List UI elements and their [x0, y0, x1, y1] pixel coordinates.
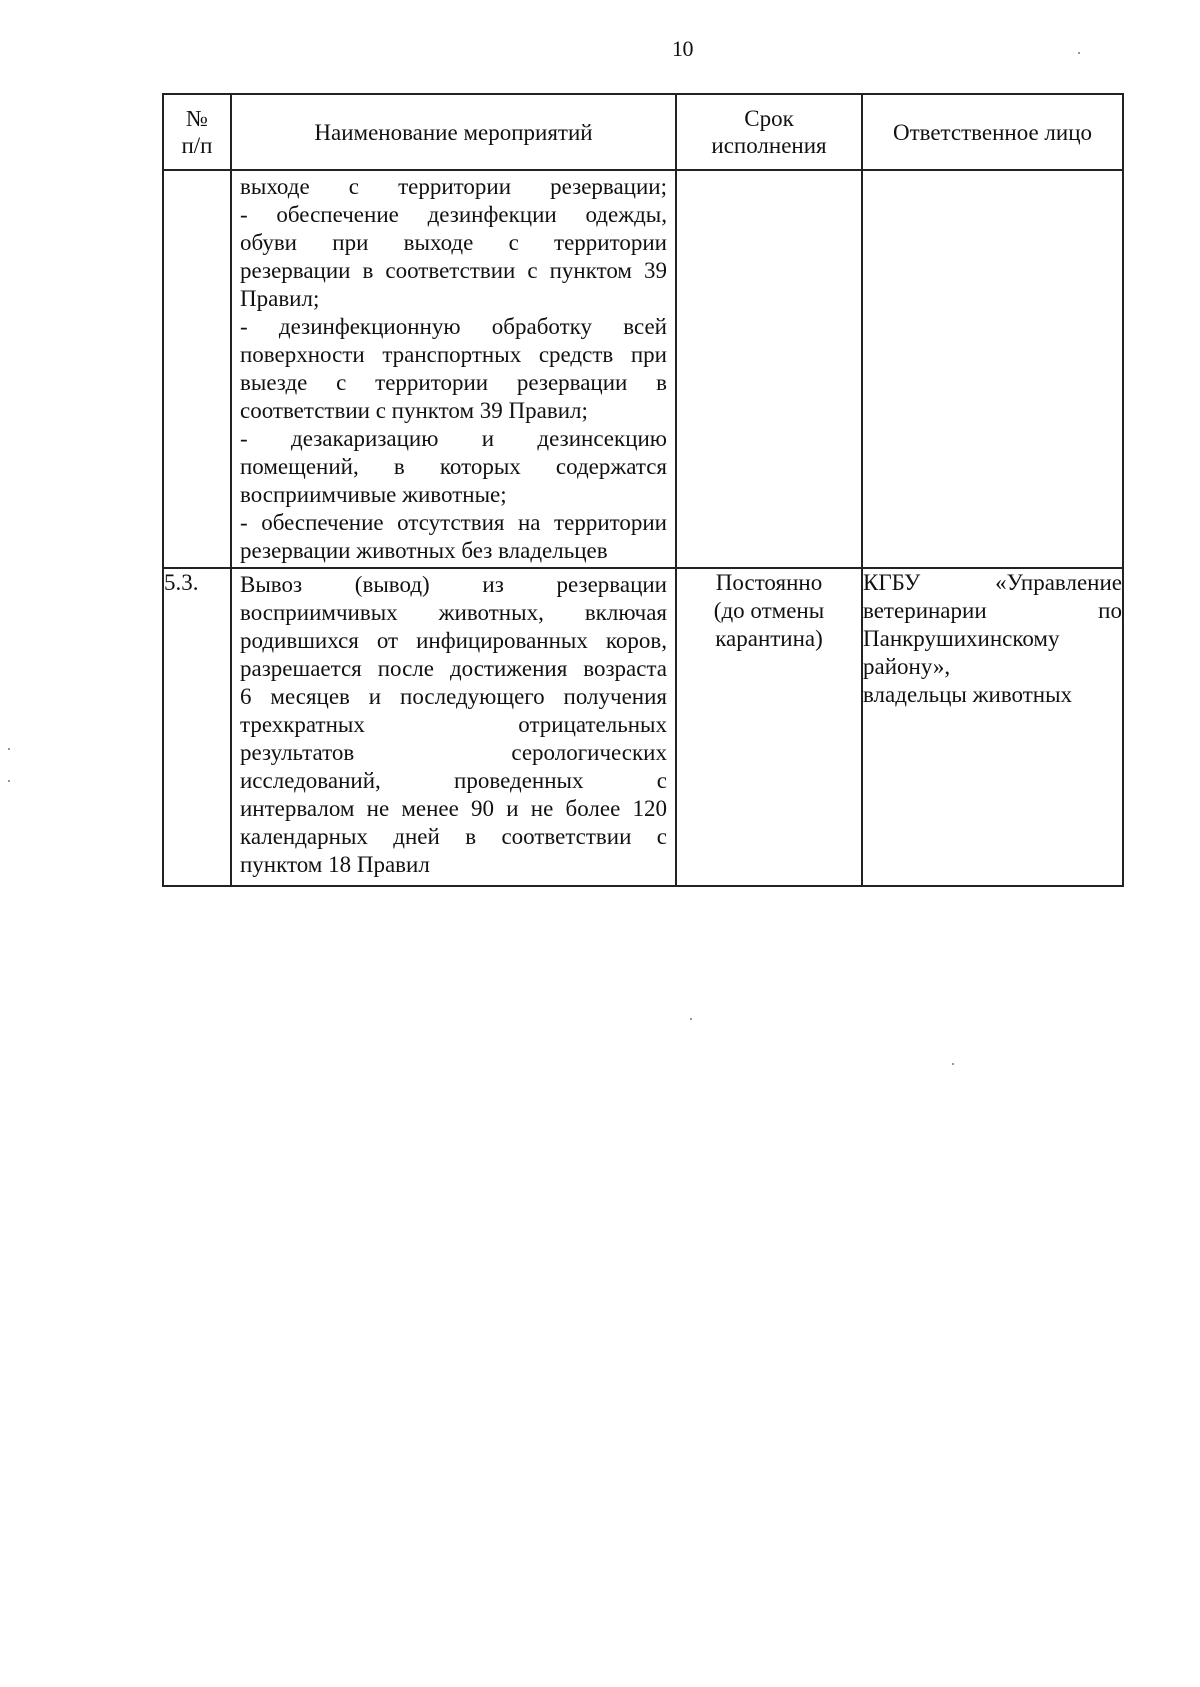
text-line: Правил; — [240, 286, 320, 311]
measure-text — [231, 170, 676, 568]
text-line: - дезинфекционную обработку всей — [240, 314, 667, 339]
measure-text — [231, 568, 676, 886]
text-line: помещений, в которых содержатся — [240, 454, 667, 479]
text-line: пунктом 18 Правил — [240, 852, 430, 877]
text-line: восприимчивые животные; — [240, 482, 507, 507]
text-line: поверхности транспортных средств при — [240, 342, 667, 367]
table-row — [163, 568, 1123, 886]
responsible-line: владельцы животных — [863, 682, 1073, 707]
text-line: обуви при выходе с территории — [240, 230, 667, 255]
term-cell — [676, 568, 862, 886]
text-line: разрешается после достижения возраста — [240, 656, 667, 681]
text-line: календарных дней в соответствии с — [240, 824, 667, 849]
row-number — [163, 170, 231, 568]
scan-speck — [8, 748, 10, 750]
responsible-line: КГБУ «Управление — [863, 570, 1122, 595]
text-line: Вывоз (вывод) из резервации — [240, 572, 667, 597]
responsible-line: Панкрушихинскому — [863, 626, 1060, 651]
table-row — [163, 170, 1123, 568]
responsible-line: району», — [863, 654, 951, 679]
scan-speck — [1078, 52, 1080, 54]
header-num-line: п/п — [181, 133, 213, 158]
text-line: - дезакаризацию и дезинсекцию — [240, 426, 667, 451]
text-line: - обеспечение отсутствия на территории — [240, 510, 667, 535]
header-num-line: № — [186, 106, 208, 131]
text-line: резервации в соответствии с пунктом 39 — [240, 258, 667, 283]
scan-speck — [952, 1063, 954, 1065]
term-line: (до отмены — [713, 598, 825, 623]
header-responsible: Ответственное лицо — [862, 94, 1123, 170]
text-line: - обеспечение дезинфекции одежды, — [240, 202, 667, 227]
text-line: 6 месяцев и последующего получения — [240, 684, 667, 709]
text-line: трехкратных отрицательных — [240, 712, 667, 737]
header-term-line: Срок — [744, 106, 794, 131]
text-line: родившихся от инфицированных коров, — [240, 628, 667, 653]
term-cell — [676, 170, 862, 568]
term-line: Постоянно — [715, 570, 823, 595]
scan-speck — [690, 1018, 692, 1020]
responsible-cell — [862, 170, 1123, 568]
text-line: соответствии с пунктом 39 Правил; — [240, 398, 588, 423]
measure-lines — [232, 171, 675, 567]
measure-lines — [232, 569, 675, 881]
table-header-row — [163, 94, 1123, 170]
text-line: резервации животных без владельцев — [240, 538, 608, 563]
text-line: восприимчивых животных, включая — [240, 600, 667, 625]
measures-table — [162, 93, 1124, 887]
text-line: выходе с территории резервации; — [240, 174, 667, 199]
row-number: 5.3. — [163, 568, 231, 886]
scan-speck — [8, 780, 10, 782]
header-term-line: исполнения — [711, 133, 827, 158]
header-num — [163, 94, 231, 170]
text-line: выезде с территории резервации в — [240, 370, 667, 395]
text-line: результатов серологических — [240, 740, 667, 765]
header-name: Наименование мероприятий — [231, 94, 676, 170]
page-number: 10 — [672, 36, 693, 61]
text-line: исследований, проведенных с — [240, 768, 667, 793]
term-line: карантина) — [715, 626, 823, 651]
responsible-cell — [862, 568, 1123, 886]
responsible-line: ветеринарии по — [863, 598, 1122, 623]
text-line: интервалом не менее 90 и не более 120 — [240, 796, 667, 821]
header-term — [676, 94, 862, 170]
